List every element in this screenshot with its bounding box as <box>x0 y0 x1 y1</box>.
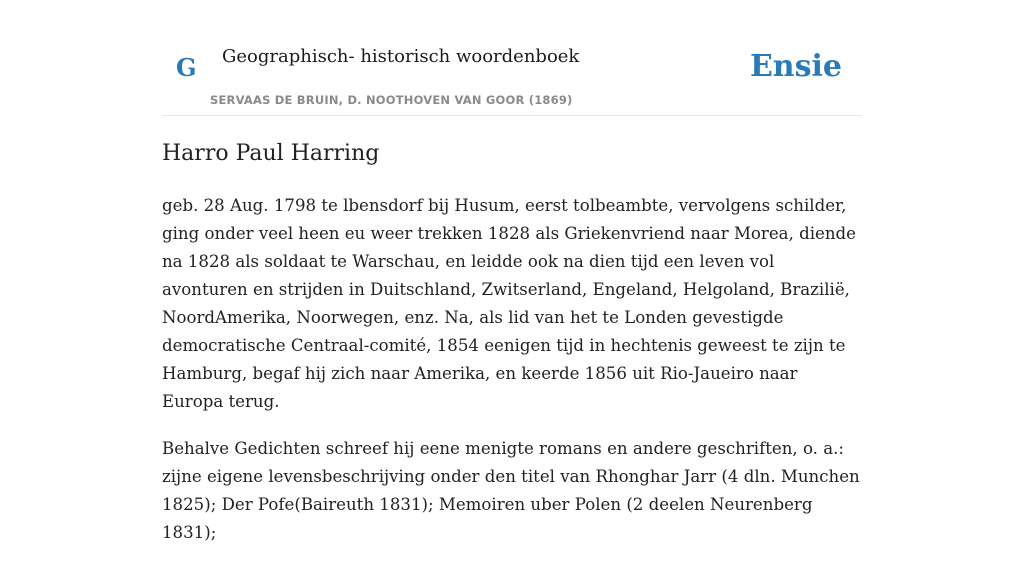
entry-paragraph: Behalve Gedichten schreef hij eene menigte romans en andere geschriften, o. a.: zijne eigene levensbeschrijving onder den titel van Rhonghar Jarr (4 dln. Munchen 1825); Der Pofe(Baireuth 1831); Memoiren uber Polen (2 deelen Neurenberg 1831); <box>162 439 860 542</box>
book-author-line: SERVAAS DE BRUIN, D. NOOTHOVEN VAN GOOR (1869) <box>210 93 573 107</box>
entry-paragraph: geb. 28 Aug. 1798 te lbensdorf bij Husum, eerst tolbeambte, vervolgens schilder, ging onder veel heen eu weer trekken 1828 als Griekenvriend naar Morea, diende na 1828 als soldaat te Warschau, en leidde ook na dien tijd een leven vol avonturen en strijden in Duitschland, Zwitserland, Engeland, Helgoland, Brazilië, NoordAmerika, Noorwegen, enz. Na, als lid van het te Londen gevestigde democratische Centraal-comité, 1854 eenigen tijd in hechtenis geweest te zijn te Hamburg, begaf hij zich naar Amerika, en keerde 1856 uit Rio-Jaueiro naar Europa terug. <box>162 196 856 411</box>
ensie-logo-link[interactable]: Ensie <box>749 49 842 84</box>
book-title-link[interactable]: Geographisch- historisch woordenboek <box>222 46 580 67</box>
entry-body <box>162 192 862 566</box>
book-logo-icon[interactable]: G <box>176 53 197 82</box>
site-header <box>162 0 862 116</box>
entry-title: Harro Paul Harring <box>162 141 380 166</box>
